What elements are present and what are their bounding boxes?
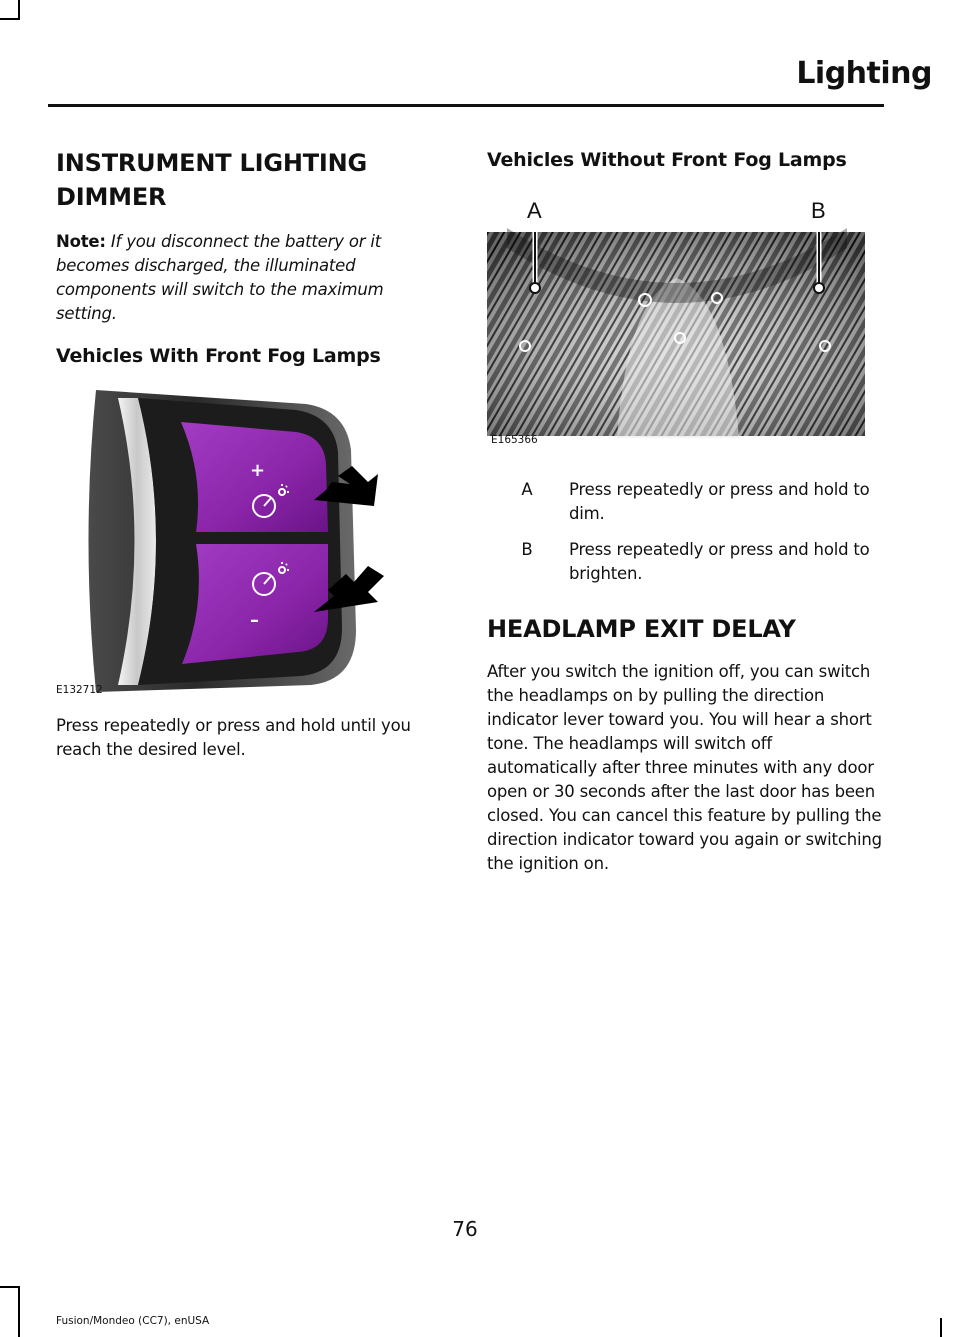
figure-dimmer-without-fog	[487, 188, 867, 448]
crop-mark	[940, 1318, 942, 1337]
callout-letter: A	[521, 480, 533, 499]
page-number: 76	[452, 1217, 478, 1241]
crop-mark	[0, 1286, 20, 1288]
dimmer-switch-illustration	[56, 380, 436, 700]
right-column	[487, 140, 882, 876]
note-label: Note:	[56, 232, 106, 251]
callout-row	[487, 538, 882, 586]
figure-dimmer-buttons	[56, 380, 436, 700]
callout-list	[487, 478, 882, 586]
plus-symbol: +	[250, 460, 266, 481]
left-column	[56, 140, 436, 762]
subheading-without-fog-lamps: Vehicles Without Front Fog Lamps	[487, 149, 847, 171]
page-title: Lighting	[796, 56, 932, 91]
dim-button	[182, 544, 328, 664]
label-a: A	[527, 198, 542, 223]
callout-row	[487, 478, 882, 526]
figure-code: E132712	[56, 684, 103, 696]
book-identifier: Fusion/Mondeo (CC7), enUSA	[56, 1315, 210, 1327]
note-paragraph	[56, 230, 436, 326]
subheading-with-fog-lamps: Vehicles With Front Fog Lamps	[56, 345, 381, 367]
dimmer-panel-illustration	[487, 188, 867, 438]
minus-symbol: –	[250, 610, 259, 631]
header-divider	[48, 104, 884, 107]
callout-letter: B	[521, 540, 533, 559]
crop-mark	[18, 1286, 20, 1337]
headlamp-exit-paragraph: After you switch the ignition off, you can switch the headlamps on by pulling the direction indicator lever toward you. You will hear a short tone. The headlamps will switch off automatically after three minutes with any door open or 30 seconds after the last door has been closed. You can cancel this feature by pulling the direction indicator toward you again or switching the ignition on.	[487, 662, 882, 873]
section-heading-instrument-dimmer: INSTRUMENT LIGHTING DIMMER	[56, 149, 368, 211]
crop-mark	[18, 0, 20, 20]
figure-code: E165366	[491, 434, 538, 446]
crop-mark	[0, 18, 20, 20]
dimmer-instruction: Press repeatedly or press and hold until you reach the desired level.	[56, 716, 411, 759]
label-b: B	[811, 198, 826, 223]
section-heading-headlamp-exit-delay: HEADLAMP EXIT DELAY	[487, 615, 796, 643]
callout-text: Press repeatedly or press and hold to brighten.	[569, 540, 870, 583]
callout-text: Press repeatedly or press and hold to dim.	[569, 480, 870, 523]
note-text: If you disconnect the battery or it becomes discharged, the illuminated components will switch to the maximum setting.	[56, 232, 384, 323]
